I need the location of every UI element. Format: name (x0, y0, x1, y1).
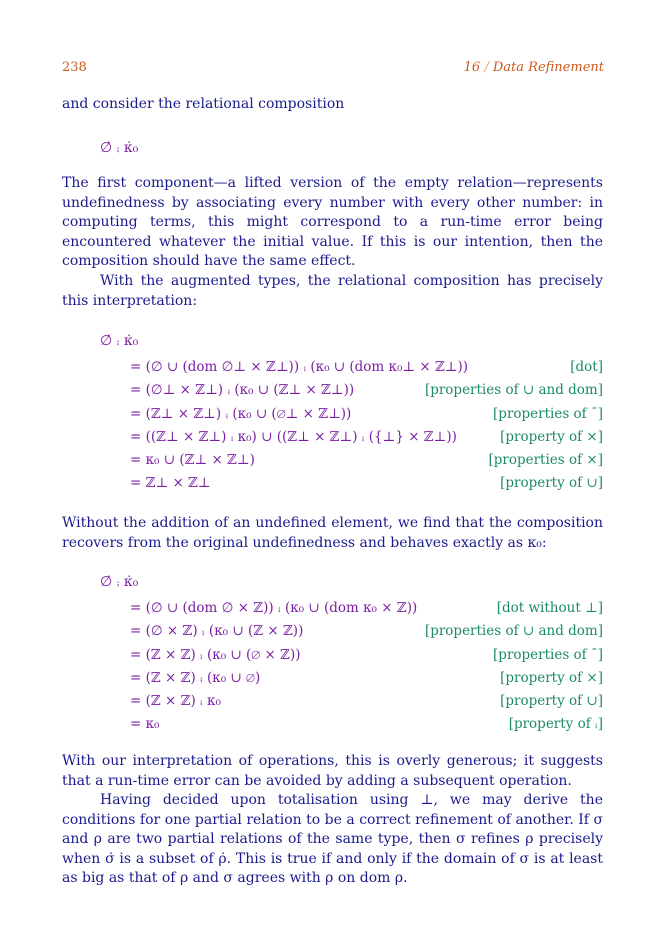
derivation2-head: ∅̇ ⨾ κ̇₀ (100, 574, 139, 590)
derivation1-step (130, 452, 603, 475)
derivation2-step (130, 600, 603, 623)
derivation2-step (130, 716, 603, 739)
step-justification: [properties of ¯] (493, 405, 603, 422)
step-expression: = κ₀ ∪ (ℤ⊥ × ℤ⊥) (130, 452, 255, 469)
step-justification: [properties of ¯] (493, 646, 603, 663)
intro-paragraph: and consider the relational composition (62, 96, 345, 112)
derivation1-step (130, 382, 603, 405)
running-title (464, 60, 604, 75)
step-justification: [properties of ×] (488, 452, 603, 469)
chapter-number: 16 (463, 60, 481, 75)
running-header (62, 60, 604, 78)
step-justification: [dot] (570, 359, 603, 375)
derivation2-step (130, 693, 603, 716)
first-component-paragraph: The first component—a lifted version of the empty relation—represents undefinedness by associating every number with every other number: in computing terms, this might correspond to a run-time error being encountered whatever the initial value. If this is our intention, then the composition should have the same effect. (62, 175, 603, 269)
step-justification: [properties of ∪ and dom] (424, 623, 603, 640)
step-justification: [property of ×] (500, 428, 603, 445)
step-justification: [property of ×] (500, 669, 603, 686)
chapter-title: Data Refinement (492, 60, 604, 75)
page-number: 238 (62, 60, 87, 75)
derivation1-step (130, 429, 603, 452)
derivation1-step (130, 406, 603, 429)
derivation1 (130, 359, 603, 499)
step-expression: = (∅⊥ × ℤ⊥) ⨾ (κ₀ ∪ (ℤ⊥ × ℤ⊥)) (130, 382, 355, 399)
step-expression: = (ℤ × ℤ) ⨾ (κ₀ ∪ ∅) (130, 669, 261, 686)
step-expression: = (ℤ⊥ × ℤ⊥) ⨾ (κ₀ ∪ (∅⊥ × ℤ⊥)) (130, 405, 352, 422)
header-separator: / (484, 60, 489, 75)
derivation1-head: ∅̇ ⨾ κ̇₀ (100, 333, 139, 349)
step-justification: [property of ⨾] (508, 716, 603, 733)
derivation2 (130, 600, 603, 740)
step-expression: = κ₀ (130, 716, 160, 733)
step-justification: [property of ∪] (500, 475, 603, 492)
totalisation-paragraph: Having decided upon totalisation using ⊥, we may derive the conditions for one partial relation to be a correct refinement of another. If σ and ρ are two partial relations of the same type, then σ refines ρ precisely when σ̇ is a subset of ρ̇. This is true if and only if the domain of σ is at least as big as that of ρ and σ agrees with ρ on dom ρ. (62, 792, 603, 886)
step-expression: = (ℤ × ℤ) ⨾ κ₀ (130, 693, 221, 710)
step-expression: = ℤ⊥ × ℤ⊥ (130, 475, 211, 492)
derivation1-step (130, 475, 603, 498)
step-expression: = (∅ ∪ (dom ∅⊥ × ℤ⊥)) ⨾ (κ₀ ∪ (dom κ₀⊥ × ℤ⊥)) (130, 359, 469, 375)
step-expression: = (∅ ∪ (dom ∅ × ℤ)) ⨾ (κ₀ ∪ (dom κ₀ × ℤ)) (130, 600, 418, 616)
without-undefined-paragraph: Without the addition of an undefined element, we find that the composition recovers from the original undefinedness and behaves exactly as κ₀: (62, 515, 603, 551)
derivation2-step (130, 670, 603, 693)
derivation2-step (130, 647, 603, 670)
step-expression: = (∅ × ℤ) ⨾ (κ₀ ∪ (ℤ × ℤ)) (130, 623, 304, 640)
step-expression: = (ℤ × ℤ) ⨾ (κ₀ ∪ (∅ × ℤ)) (130, 646, 301, 663)
overly-generous-paragraph: With our interpretation of operations, this is overly generous; it suggests that a run-time error can be avoided by adding a subsequent operation. (62, 753, 603, 789)
display-composition: ∅̇ ⨾ κ̇₀ (100, 140, 139, 156)
step-justification: [property of ∪] (500, 693, 603, 710)
derivation2-step (130, 623, 603, 646)
step-justification: [dot without ⊥] (496, 600, 603, 616)
step-justification: [properties of ∪ and dom] (424, 382, 603, 399)
step-expression: = ((ℤ⊥ × ℤ⊥) ⨾ κ₀) ∪ ((ℤ⊥ × ℤ⊥) ⨾ ({⊥} × ℤ⊥)) (130, 428, 457, 445)
augmented-types-paragraph: With the augmented types, the relational composition has precisely this interpretation: (62, 273, 603, 309)
derivation1-step (130, 359, 603, 382)
